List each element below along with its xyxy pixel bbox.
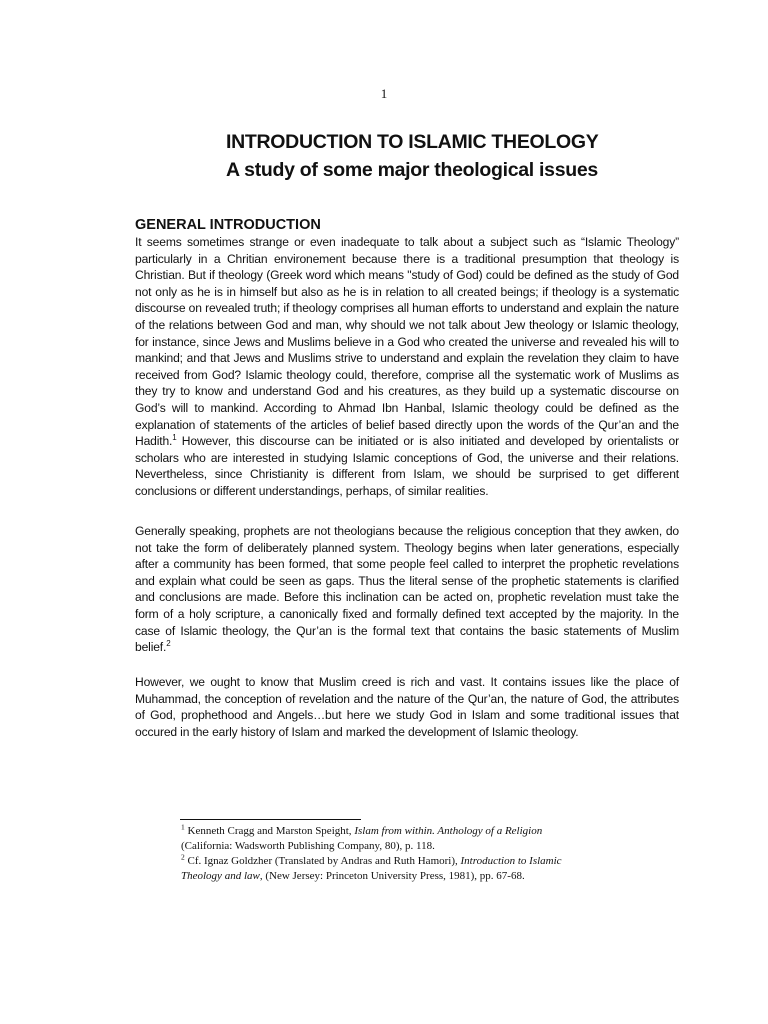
document-title: [226, 128, 598, 184]
footnote-book-title: Introduction to Islamic Theology and law: [181, 855, 562, 882]
footnote-book-title: Islam from within. Anthology of a Religion: [354, 825, 543, 837]
footnote-reference-2[interactable]: 2: [166, 639, 171, 649]
paragraph-1-text-b: However, this discourse can be initiated or is also initiated and developed by orientalists or scholars who are interested in studying Islamic conceptions of God, the universe and their relations. Nevertheless, since Christianity is different from Islam, we should be surprised to get different conclusions or different understandings, perhaps, of similar realities.: [135, 434, 679, 498]
footnote-text: , (New Jersey: Princeton University Press, 1981), pp. 67-68.: [259, 870, 525, 882]
body-paragraph-2: [135, 523, 679, 656]
title-line-main: INTRODUCTION TO ISLAMIC THEOLOGY: [226, 131, 599, 153]
footnote-text: Kenneth Cragg and Marston Speight,: [184, 825, 355, 837]
footnote-reference-1[interactable]: 1: [172, 433, 177, 443]
footnote-text: (California: Wadsworth Publishing Company, 80), p. 118.: [181, 840, 435, 852]
body-paragraph-1: [135, 234, 679, 500]
footnote-text: Cf. Ignaz Goldzher (Translated by Andras and Ruth Hamori),: [184, 855, 461, 867]
page-number: 1: [380, 86, 388, 101]
section-heading: GENERAL INTRODUCTION: [135, 217, 321, 233]
footnote-1: [181, 824, 581, 854]
footnote-marker: 1: [181, 822, 185, 832]
footnote-divider: [180, 819, 361, 820]
footnote-marker: 2: [181, 852, 185, 862]
paragraph-1-text-a: It seems sometimes strange or even inadequate to talk about a subject such as “Islamic Theology” particularly in a Chritian environement because there is a traditional presumption that theology is Christian. But if theology (Greek word which means "study of God) could be defined as the study of God not only as he is in himself but also as he is in relation to all created beings; if theology is a systematic discourse on revealed truth; if theology comprises all human efforts to understand and explain the nature of the relations between God and man, why should we not talk about Jew theology or Islamic theology, for instance, since Jews and Muslims believe in a God who created the universe and revealed his will to mankind; and that Jews and Muslims strive to understand and explain the revelation they claim to have received from God? Islamic theology could, therefore, comprise all the systematic work of Muslims as they try to know and understand God and his creatures, as they build up a systematic discourse on God’s will to mankind. According to Ahmad Ibn Hanbal, Islamic theology could be defined as the explanation of statements of the articles of belief based directly upon the words of the Qur’an and the Hadith.: [135, 235, 679, 449]
footnote-2: [181, 854, 581, 884]
title-line-subtitle: A study of some major theological issues: [226, 159, 598, 181]
footnotes-section: [181, 824, 581, 884]
body-paragraph-3: However, we ought to know that Muslim creed is rich and vast. It contains issues like the place of Muhammad, the conception of revelation and the nature of the Qur’an, the nature of God, the attributes of God, prophethood and Angels…but here we study God in Islam and some traditional issues that occured in the early history of Islam and marked the development of Islamic theology.: [135, 675, 679, 739]
paragraph-2-text: Generally speaking, prophets are not theologians because the religious conception that they awken, do not take the form of deliberately planned system. Theology begins when later generations, especially after a community has been formed, that some people feel called to interpret the prophetic revelations and explain what could be seen as gaps. Thus the literal sense of the prophetic statements is clarified and conclusions are made. Before this inclination can be acted on, prophetic revelation must take the form of a holy scripture, a canonically fixed and formally defined text accepted by the majority. In the case of Islamic theology, the Qur’an is the formal text that contains the basic statements of Muslim belief.: [135, 524, 679, 655]
